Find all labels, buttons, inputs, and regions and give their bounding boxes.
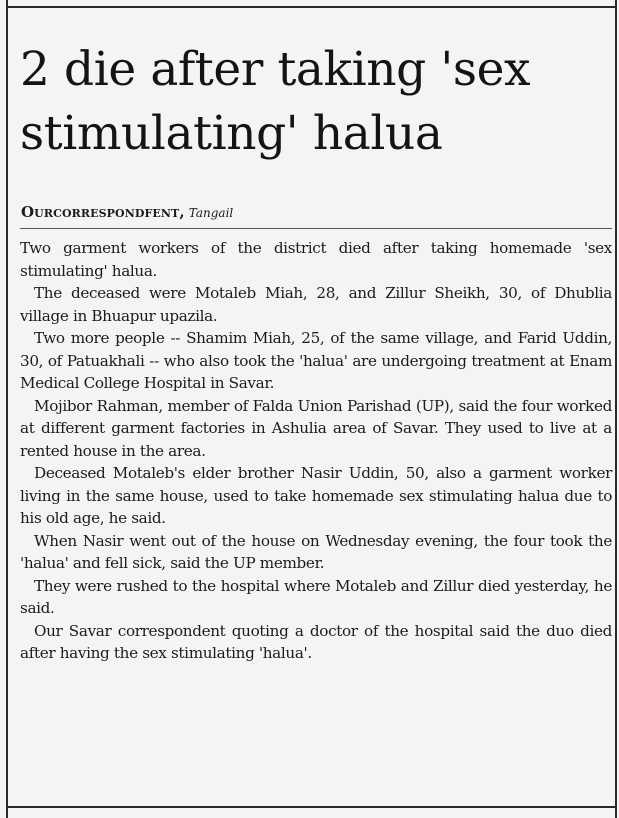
paragraph-2: The deceased were Motaleb Miah, 28, and Zillur Sheikh, 30, of Dhublia village in Bhuapur upazila.	[20, 284, 612, 325]
paragraph-4: Mojibor Rahman, member of Falda Union Parishad (UP), said the four worked at different garment factories in Ashulia area of Savar. They used to live at a rented house in the area.	[20, 396, 612, 460]
byline	[21, 204, 611, 222]
headline: 2 die after taking 'sex stimulating' halua	[20, 42, 531, 161]
byline-location: Tangail	[188, 206, 234, 220]
paragraph-1: Two garment workers of the district died after taking homemade 'sex stimulating' halua.	[20, 239, 612, 280]
bottom-rule	[6, 806, 617, 808]
article-body	[20, 237, 612, 665]
paragraph-8: Our Savar correspondent quoting a doctor of the hospital said the duo died after having the sex stimulating 'halua'.	[20, 621, 612, 662]
paragraph-6: When Nasir went out of the house on Wednesday evening, the four took the 'halua' and fell sick, said the UP member.	[20, 531, 612, 572]
paragraph-7: They were rushed to the hospital where Motaleb and Zillur died yesterday, he said.	[20, 576, 612, 617]
byline-name: Ourcorrespondfent,	[21, 203, 185, 221]
byline-divider	[20, 228, 612, 229]
paragraph-5: Deceased Motaleb's elder brother Nasir Uddin, 50, also a garment worker living in the same house, used to take homemade sex stimulating halua due to his old age, he said.	[20, 464, 612, 527]
top-rule	[6, 6, 617, 8]
paragraph-3: Two more people -- Shamim Miah, 25, of the same village, and Farid Uddin, 30, of Patuakhali -- who also took the 'halua' are undergoing treatment at Enam Medical College Hospital in Savar.	[20, 329, 612, 392]
